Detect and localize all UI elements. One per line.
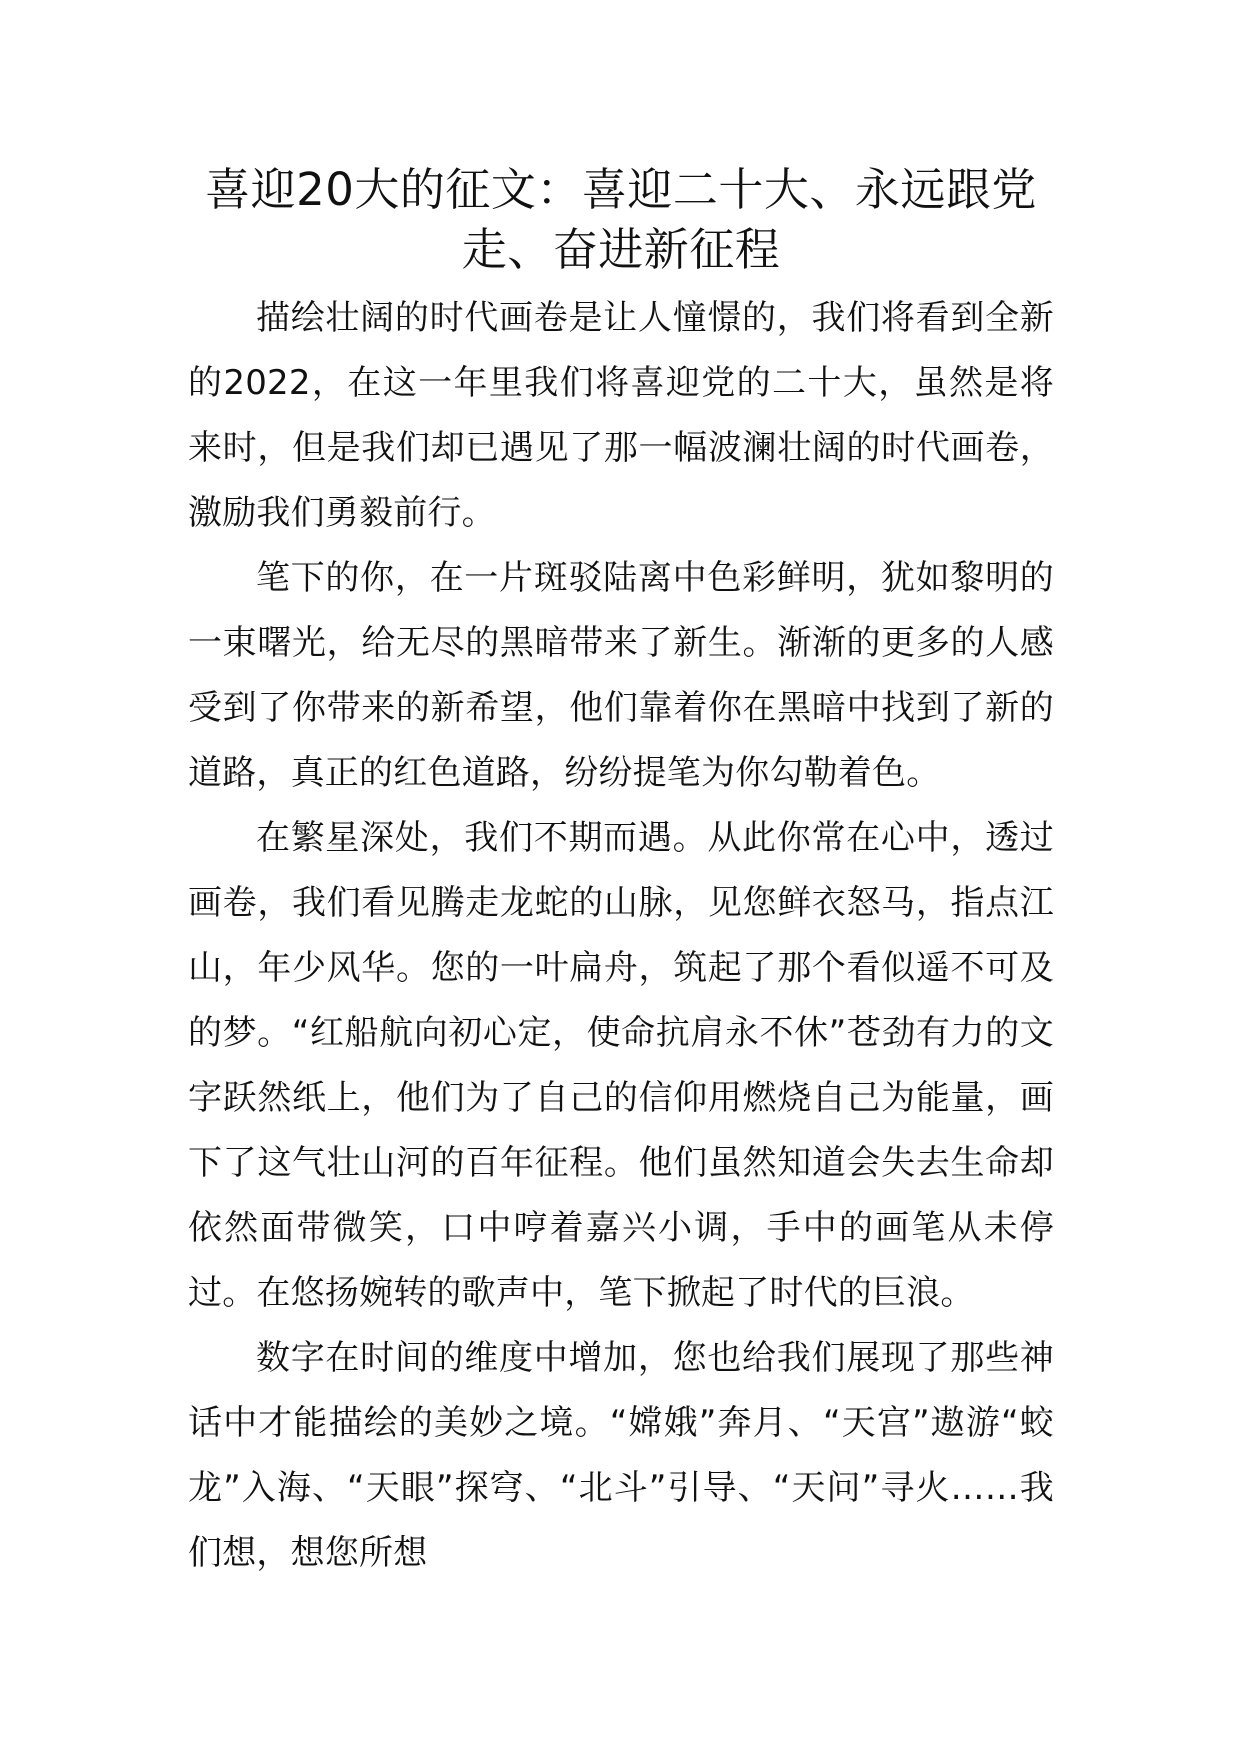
document-title: 喜迎20大的征文：喜迎二十大、永远跟党走、奋进新征程 xyxy=(205,163,1037,276)
document-body xyxy=(188,286,1054,1586)
document-content xyxy=(188,160,1054,1586)
paragraph-2: 笔下的你，在一片斑驳陆离中色彩鲜明，犹如黎明的一束曙光，给无尽的黑暗带来了新生。渐渐的更多的人感受到了你带来的新希望，他们靠着你在黑暗中找到了新的道路，真正的红色道路，纷纷提笔为你勾勒着色。 xyxy=(188,558,1054,793)
paragraph-3: 在繁星深处，我们不期而遇。从此你常在心中，透过画卷，我们看见腾走龙蛇的山脉，见您鲜衣怒马，指点江山，年少风华。您的一叶扁舟，筑起了那个看似遥不可及的梦。“红船航向初心定，使命抗肩永不休”苍劲有力的文字跃然纸上，他们为了自己的信仰用燃烧自己为能量，画下了这气壮山河的百年征程。他们虽然知道会失去生命却依然面带微笑，口中哼着嘉兴小调，手中的画笔从未停过。在悠扬婉转的歌声中，笔下掀起了时代的巨浪。 xyxy=(188,818,1054,1313)
paragraph-1: 描绘壮阔的时代画卷是让人憧憬的，我们将看到全新的2022，在这一年里我们将喜迎党的二十大，虽然是将来时，但是我们却已遇见了那一幅波澜壮阔的时代画卷，激励我们勇毅前行。 xyxy=(188,298,1054,533)
paragraph-4: 数字在时间的维度中增加，您也给我们展现了那些神话中才能描绘的美妙之境。“嫦娥”奔月、“天宫”遨游“蛟龙”入海、“天眼”探穹、“北斗”引导、“天问”寻火……我们想，想您所想 xyxy=(188,1338,1054,1573)
